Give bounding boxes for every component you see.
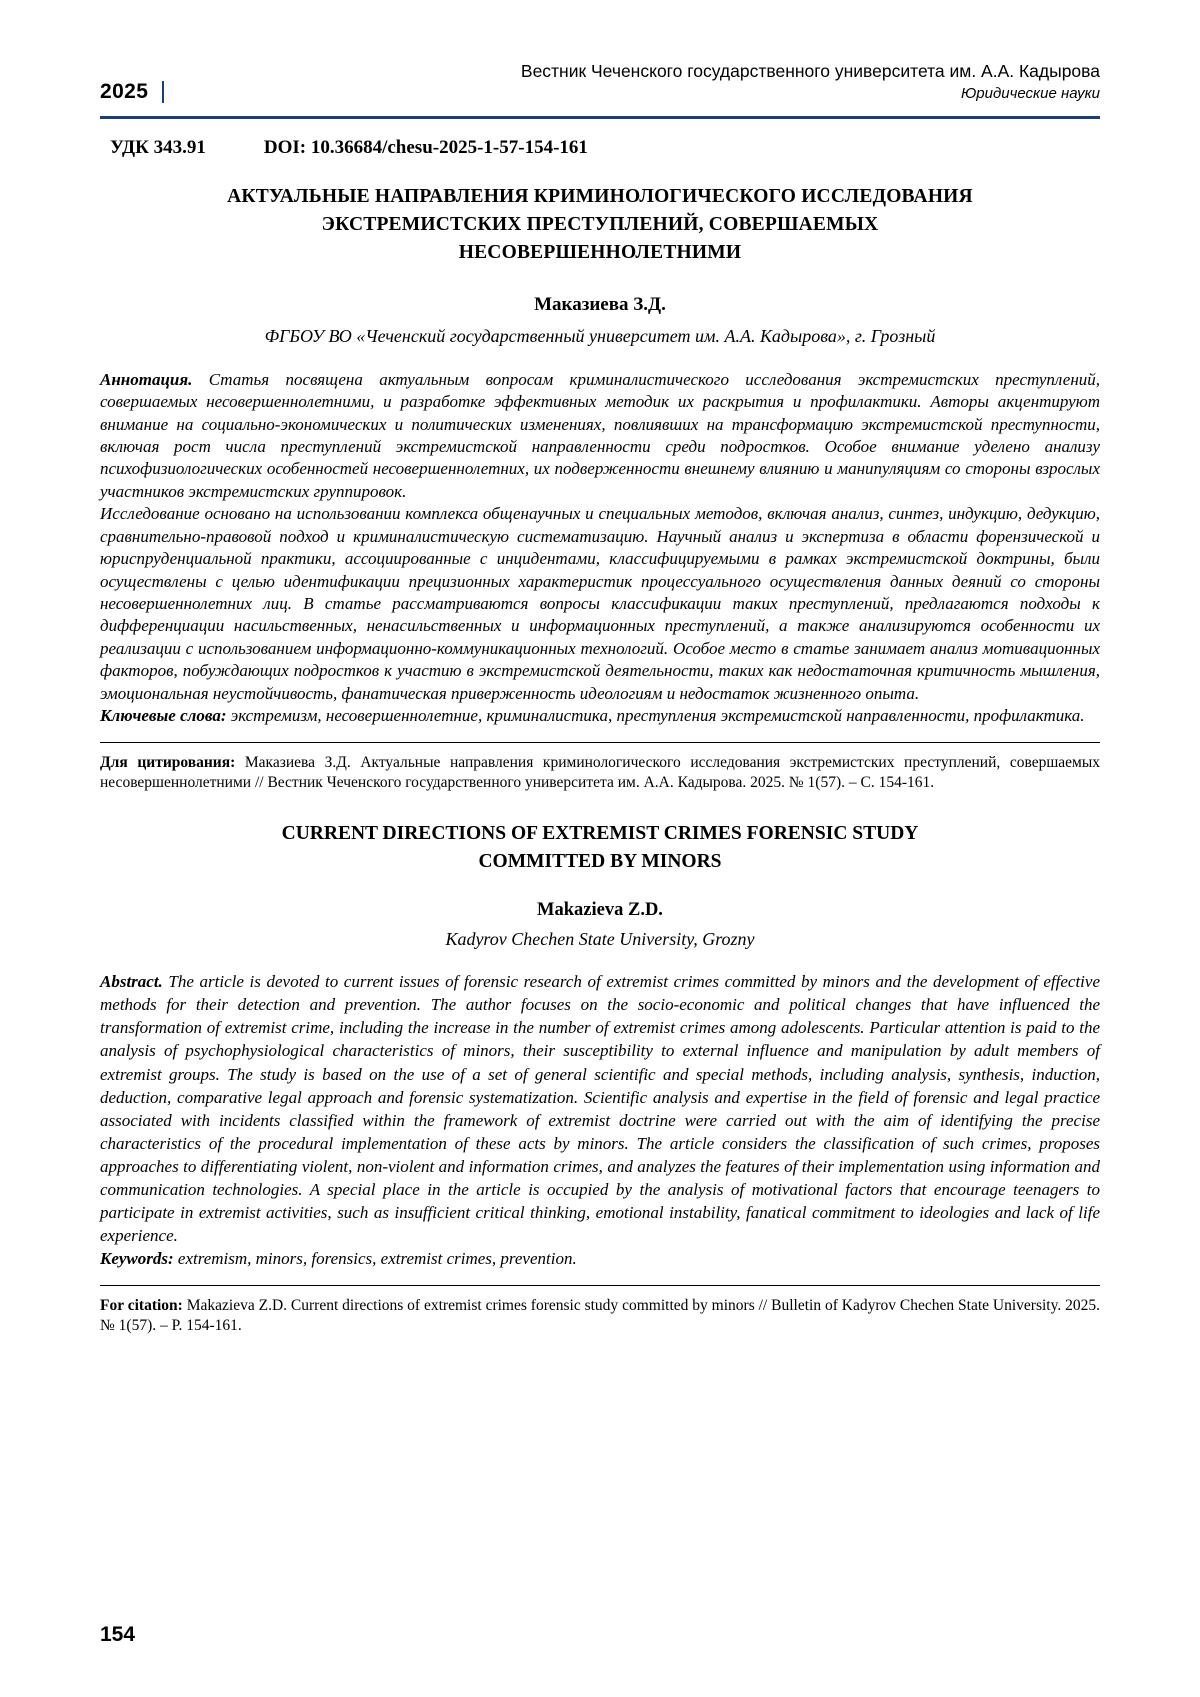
affiliation-ru: ФГБОУ ВО «Чеченский государственный университет им. А.А. Кадырова», г. Грозный [264,325,936,346]
running-head [100,60,1100,110]
page-title-ru: АКТУАЛЬНЫЕ НАПРАВЛЕНИЯ КРИМИНОЛОГИЧЕСКОГО ИССЛЕДОВАНИЯ ЭКСТРЕМИСТСКИХ ПРЕСТУПЛЕНИЙ, СОВЕРШАЕМЫХ НЕСОВЕРШЕННОЛЕТНИМИ [227,185,973,264]
year-block [100,80,164,104]
citation-en [100,1296,1100,1337]
citation-label-ru: Для цитирования: [100,753,236,771]
abstract-ru [100,369,1100,728]
keywords-en-text: extremism, minors, forensics, extremist crimes, prevention. [173,1249,577,1269]
journal-identity [521,60,1100,104]
author-en: Makazieva Z.D. [537,900,663,921]
page-number: 154 [100,1623,136,1646]
abstract-en-text: The article is devoted to current issues of forensic research of extremist crimes committed by minors and the development of effective methods for their detection and prevention. The author focuses on the socio-economic and political changes that have influenced the transformation of extremist crime, including the increase in the number of extremist crimes among adolescents. Particular attention is paid to the analysis of psychophysiological characteristics of minors, their susceptibility to external influence and manipulation by adult members of extremist groups. The study is based on the use of a set of general scientific and special methods, including analysis, synthesis, induction, deduction, comparative legal approach and forensic systematization. Scientific analysis and expertise in the field of forensic and legal practice associated with incidents classified within the framework of extremist doctrine were carried out with the aim of identifying the precise characteristics of the procedural implementation of these acts by minors. The article considers the classification of such crimes, proposes approaches to differentiating violent, non-violent and information crimes, and analyzes the features of their implementation using information and communication technologies. A special place in the article is occupied by the analysis of motivational factors that encourage teenagers to participate in extremist activities, such as insufficient critical thinking, emotional instability, fanatical commitment to ideologies and lack of life experience. [100,972,1100,1246]
abstract-ru-paragraph-2: Исследование основано на использовании комплекса общенаучных и специальных методов, включая анализ, синтез, индукцию, дедукцию, сравнительно-правовой подход и криминалистическую систематизацию. Научный анализ и экспертиза в области форензической и юриспруденциальной практики, ассоциированные с инцидентами, классифицируемыми в рамках экстремистской доктрины, были осуществлены с целью идентификации прецизионных характеристик процессуального осуществления данных деяний со стороны несовершеннолетних лиц. В статье рассматриваются вопросы классификации таких преступлений, предлагаются подходы к дифференциации насильственных, ненасильственных и информационных преступлений, а также анализируются особенности их реализации с использованием информационно-коммуникационных технологий. Особое место в статье занимает анализ мотивационных факторов, побуждающих подростков к участию в экстремистской деятельности, таких как недостаточная критичность мышления, эмоциональная неустойчивость, фанатическая приверженность идеологиям и недостаток жизненного опыта. [100,504,1100,703]
keywords-label-en: Keywords: [100,1249,174,1269]
abstract-ru-text-1: Статья посвящена актуальным вопросам криминалистического исследования экстремистских преступлений, совершаемых несовершеннолетними, и разработке эффективных методик их раскрытия и профилактики. Авторы акцентируют внимание на социально-экономических и политических изменениях, повлиявших на трансформацию экстремистской преступности, включая рост числа преступлений экстремистской направленности среди подростков. Особое внимание уделено анализу психофизиологических особенностей несовершеннолетних, их подверженности внешнему влиянию и манипуляциям со стороны взрослых участников экстремистских группировок. [100,369,1100,501]
abstract-label-en: Abstract. [100,972,163,992]
citation-en-text: Makazieva Z.D. Current directions of extremist crimes forensic study committed by minors // Bulletin of Kadyrov Chechen State University. 2025. № 1(57). – P. 154-161. [100,1296,1101,1334]
abstract-en-paragraph [100,970,1100,1247]
abstract-label-ru: Аннотация. [100,369,193,389]
divider-en [100,1285,1100,1286]
year-label: 2025 [100,79,149,103]
doi-code[interactable]: DOI: 10.36684/chesu-2025-1-57-154-161 [263,136,588,158]
citation-label-en: For citation: [100,1296,183,1314]
citation-ru [100,753,1100,794]
header-rule [100,116,1100,119]
abstract-en [100,970,1100,1270]
udc-code: УДК 343.91 [110,136,206,158]
abstract-ru-paragraph-1 [100,369,1100,504]
journal-subtitle: Юридические науки [960,84,1100,102]
citation-ru-text: Маказиева З.Д. Актуальные направления криминологического исследования экстремистских преступлений, совершаемых несовершеннолетними // Вестник Чеченского государственного университета им. А.А. Кадырова. 2025. № 1(57). – С. 154-161. [100,753,1100,792]
page-title-en: CURRENT DIRECTIONS OF EXTREMIST CRIMES FORENSIC STUDY COMMITTED BY MINORS [281,822,919,872]
journal-title: Вестник Чеченского государственного университета им. А.А. Кадырова [520,61,1100,81]
vertical-divider [162,81,164,103]
identifier-row [110,137,1100,159]
affiliation-en: Kadyrov Chechen State University, Grozny [445,929,755,950]
keywords-en [100,1247,1100,1270]
divider-ru [100,742,1100,743]
keywords-ru-text: экстремизм, несовершеннолетние, криминалистика, преступления экстремистской направленности, профилактика. [226,706,1085,726]
keywords-ru [100,705,1100,727]
author-ru: Маказиева З.Д. [534,293,666,315]
keywords-label-ru: Ключевые слова: [100,706,227,726]
